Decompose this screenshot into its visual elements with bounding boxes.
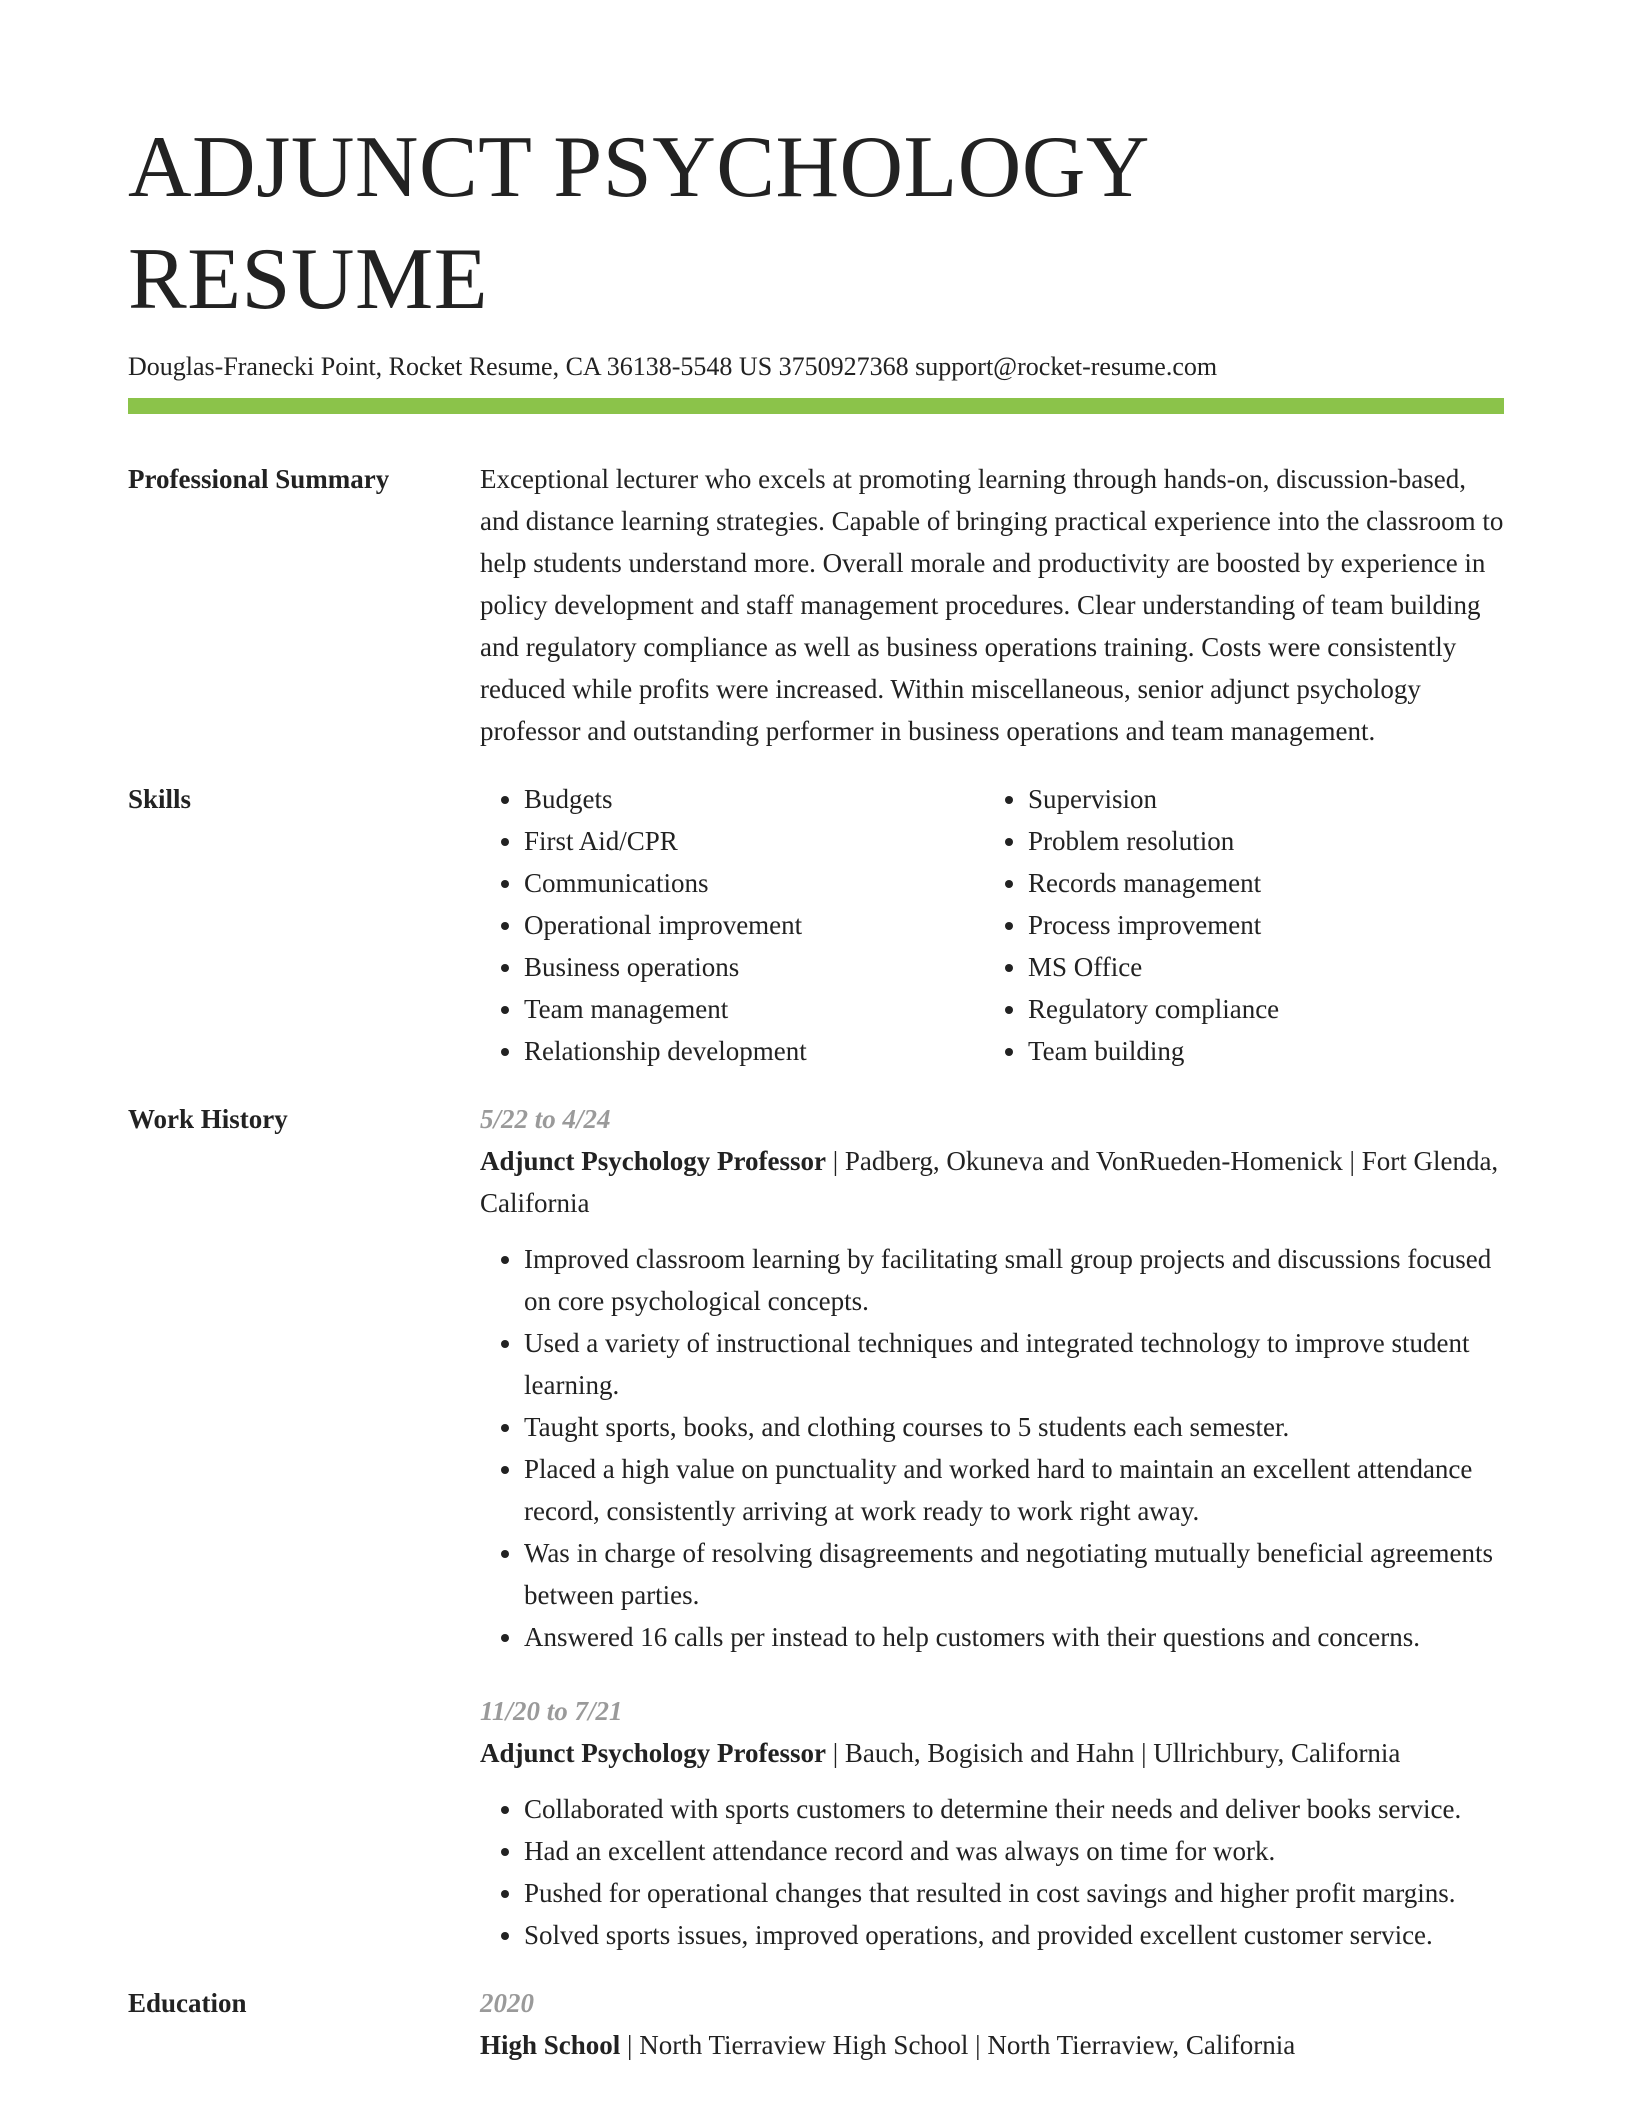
skill-item: • Relationship development (524, 1030, 984, 1072)
section-label-summary: Professional Summary (128, 464, 390, 494)
contact-line: Douglas-Franecki Point, Rocket Resume, CA 36138-5548 US 3750927368 support@rocket-resume.com (128, 352, 1218, 381)
skill-item: • First Aid/CPR (524, 820, 984, 862)
professional-summary-section (128, 458, 1504, 752)
education-school: | North Tierraview High School | North Tierraview, California (620, 2030, 1296, 2060)
education-year: 2020 (480, 1988, 534, 2018)
education-section (128, 1982, 1504, 2066)
job-dates: 11/20 to 7/21 (480, 1696, 623, 1726)
job-bullet: • Collaborated with sports customers to determine their needs and deliver books service. (524, 1788, 1504, 1830)
job-dates: 5/22 to 4/24 (480, 1104, 611, 1134)
skill-item: • MS Office (1028, 946, 1488, 988)
skills-list-left (480, 778, 984, 1072)
job-heading (480, 1732, 1504, 1774)
job-bullets (480, 1788, 1504, 1956)
skill-item: • Team management (524, 988, 984, 1030)
summary-text: Exceptional lecturer who excels at promoting learning through hands-on, discussion-based, and distance learning strategies. Capable of bringing practical experience into the classroom to help students understand more. Overall morale and productivity are boosted by experience in policy development and staff management procedures. Clear understanding of team building and regulatory compliance as well as business operations training. Costs were consistently reduced while profits were increased. Within miscellaneous, senior adjunct psychology professor and outstanding performer in business operations and team management. (480, 464, 1504, 746)
resume-title: ADJUNCT PSYCHOLOGY RESUME (128, 119, 1147, 328)
section-label-work: Work History (128, 1104, 288, 1134)
skill-item: • Problem resolution (1028, 820, 1488, 862)
job-bullet: • Used a variety of instructional techniques and integrated technology to improve student learning. (524, 1322, 1504, 1406)
skill-item: • Regulatory compliance (1028, 988, 1488, 1030)
skills-section (128, 778, 1504, 1072)
job-title: Adjunct Psychology Professor (480, 1738, 826, 1768)
work-history-section (128, 1098, 1504, 1956)
job-heading (480, 1140, 1504, 1224)
skill-item: • Operational improvement (524, 904, 984, 946)
education-degree: High School (480, 2030, 621, 2060)
skill-item: • Business operations (524, 946, 984, 988)
skill-item: • Team building (1028, 1030, 1488, 1072)
job-bullet: • Taught sports, books, and clothing courses to 5 students each semester. (524, 1406, 1504, 1448)
job-employer: | Bauch, Bogisich and Hahn | Ullrichbury, California (825, 1738, 1401, 1768)
education-heading (480, 2024, 1504, 2066)
job-bullet: • Pushed for operational changes that resulted in cost savings and higher profit margins. (524, 1872, 1504, 1914)
skills-list-right (984, 778, 1488, 1072)
section-label-education: Education (128, 1988, 247, 2018)
skill-item: • Budgets (524, 778, 984, 820)
job-bullet: • Improved classroom learning by facilitating small group projects and discussions focused on core psychological concepts. (524, 1238, 1504, 1322)
job-entry (480, 1690, 1504, 1956)
job-bullet: • Had an excellent attendance record and was always on time for work. (524, 1830, 1504, 1872)
job-title: Adjunct Psychology Professor (480, 1146, 826, 1176)
skill-item: • Communications (524, 862, 984, 904)
skill-item: • Supervision (1028, 778, 1488, 820)
job-bullet: • Placed a high value on punctuality and worked hard to maintain an excellent attendance record, consistently arriving at work ready to work right away. (524, 1448, 1504, 1532)
skill-item: • Records management (1028, 862, 1488, 904)
section-label-skills: Skills (128, 784, 192, 814)
job-bullets (480, 1238, 1504, 1658)
accent-divider (128, 398, 1504, 414)
resume-page (128, 112, 1504, 2066)
job-bullet: • Was in charge of resolving disagreements and negotiating mutually beneficial agreements between parties. (524, 1532, 1504, 1616)
job-bullet: • Answered 16 calls per instead to help customers with their questions and concerns. (524, 1616, 1504, 1658)
job-bullet: • Solved sports issues, improved operations, and provided excellent customer service. (524, 1914, 1504, 1956)
job-entry (480, 1098, 1504, 1658)
skill-item: • Process improvement (1028, 904, 1488, 946)
job-employer: | Padberg, Okuneva and VonRueden-Homenick | Fort Glenda, California (480, 1146, 1499, 1218)
